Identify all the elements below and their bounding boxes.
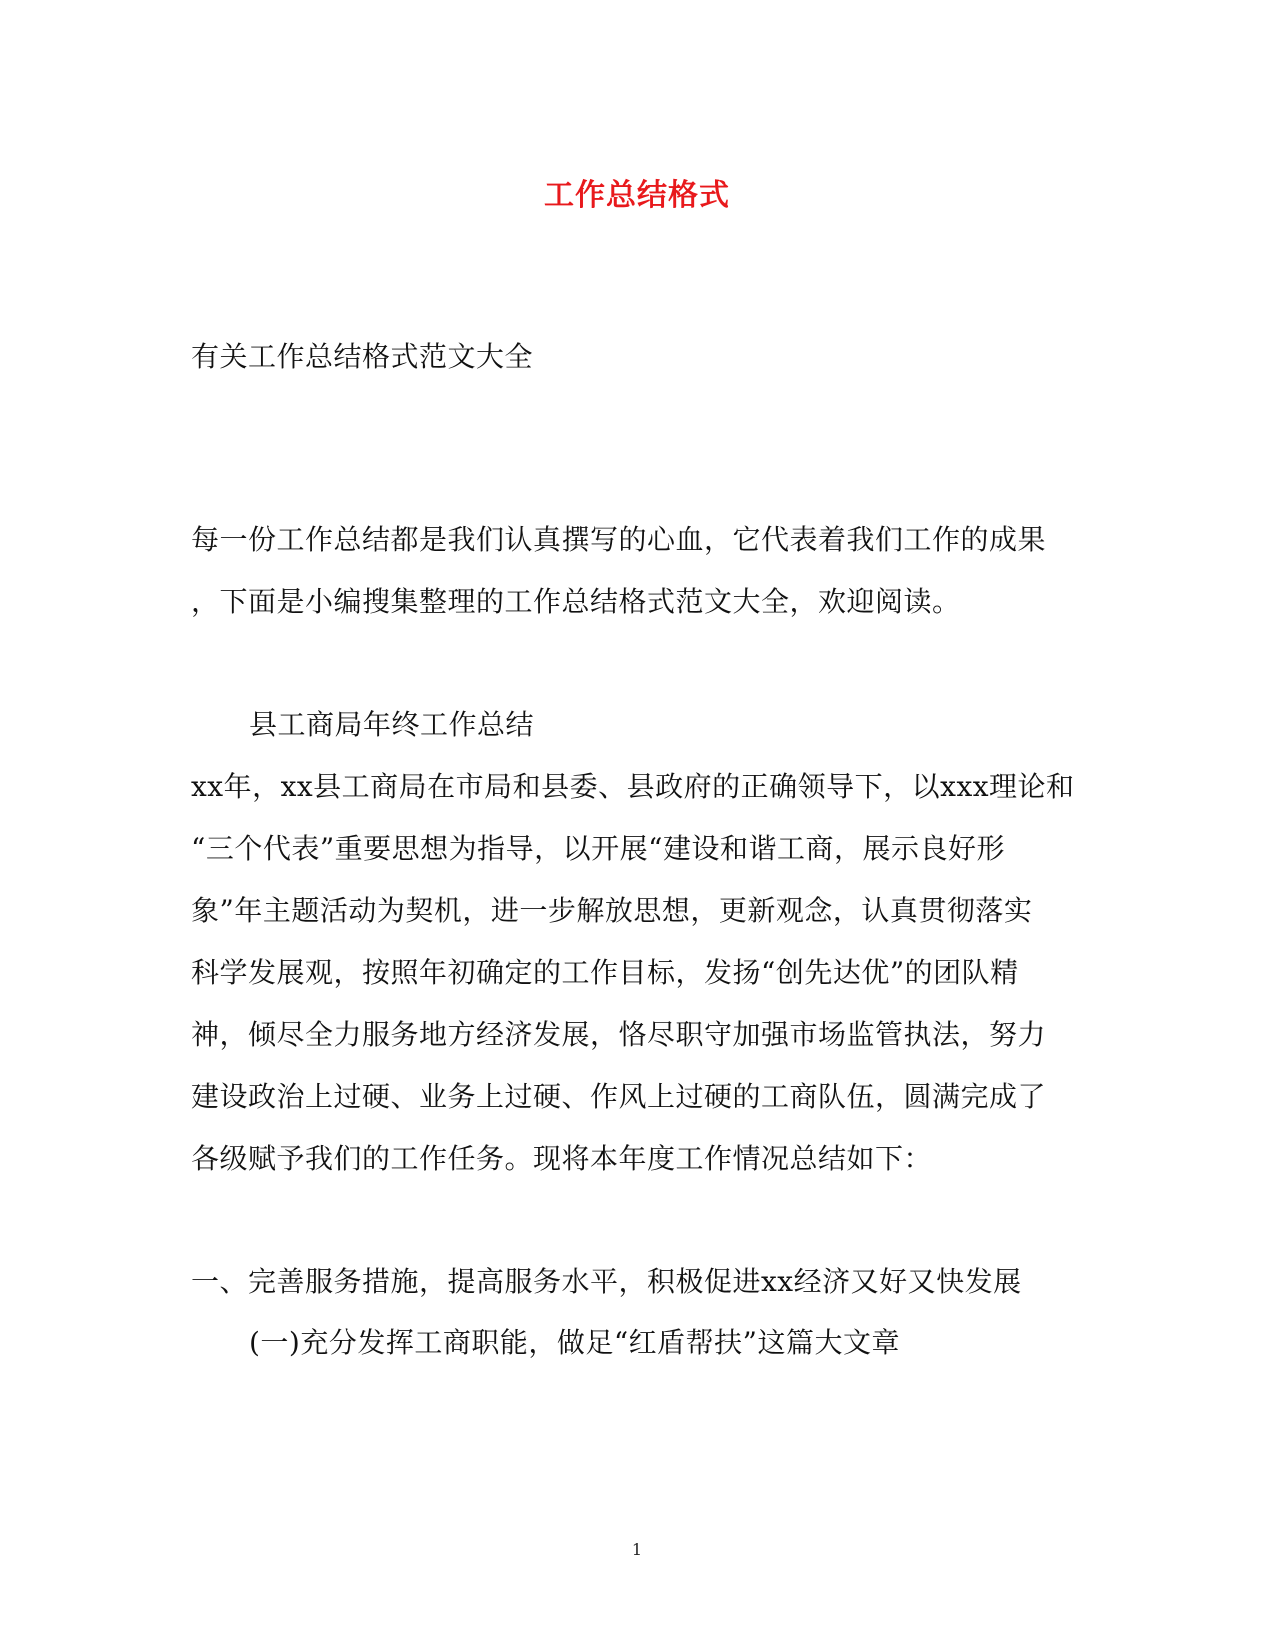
page-number: 1 [631,1540,643,1559]
document-title: 工作总结格式 [544,178,730,213]
body-line-2: “三个代表”重要思想为指导，以开展“建设和谐工商，展示良好形 [191,832,1005,865]
body-line-5: 神，倾尽全力服务地方经济发展，恪尽职守加强市场监管执法，努力 [191,1018,1047,1051]
document-subtitle: 有关工作总结格式范文大全 [191,340,534,373]
body-line-1: xx年，xx县工商局在市局和县委、县政府的正确领导下，以xxx理论和 [191,770,1075,803]
section-heading: 县工商局年终工作总结 [249,708,535,741]
body-line-6: 建设政治上过硬、业务上过硬、作风上过硬的工商队伍，圆满完成了 [191,1080,1047,1113]
point-one-heading: 一、完善服务措施，提高服务水平，积极促进xx经济又好又快发展 [191,1265,1022,1298]
intro-line-2: ，下面是小编搜集整理的工作总结格式范文大全，欢迎阅读。 [191,585,961,618]
body-line-3: 象”年主题活动为契机，进一步解放思想，更新观念，认真贯彻落实 [191,894,1033,927]
body-line-7: 各级赋予我们的工作任务。现将本年度工作情况总结如下： [191,1142,933,1175]
body-line-4: 科学发展观，按照年初确定的工作目标，发扬“创先达优”的团队精 [191,956,1019,989]
intro-line-1: 每一份工作总结都是我们认真撰写的心血，它代表着我们工作的成果 [191,523,1047,556]
sub-point-one-heading: (一)充分发挥工商职能，做足“红盾帮扶”这篇大文章 [249,1326,900,1359]
